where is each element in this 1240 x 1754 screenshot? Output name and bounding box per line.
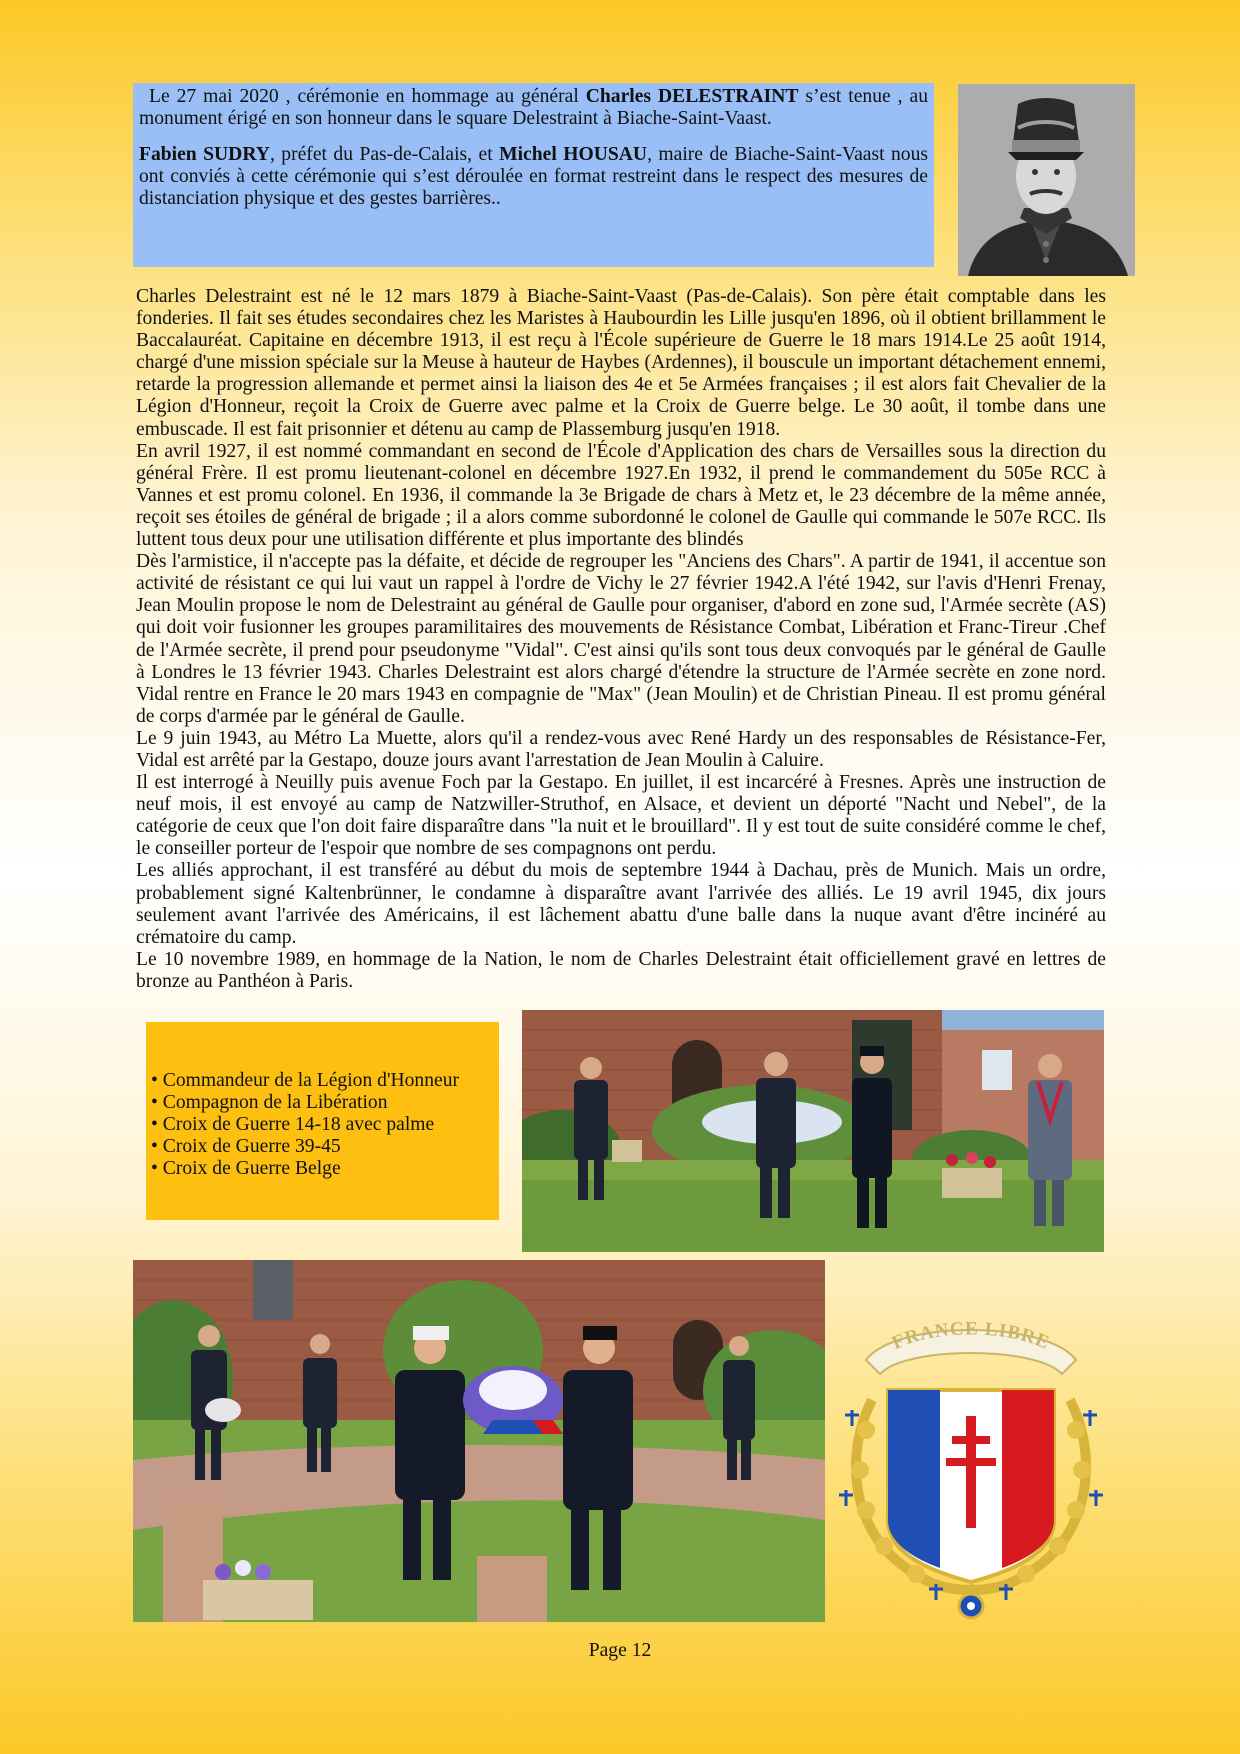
ceremony-photo-wreath: [133, 1260, 825, 1622]
intro-text: , maire de Biache-Saint-Vaast nous ont conviés à cette cérémonie qui s’est déroulée en format restreint dans le respect des mesures de distanciation physique et des gestes barrières..: [139, 144, 928, 209]
page-number: Page 12: [588, 1640, 652, 1661]
intro-paragraph-2: [139, 144, 928, 210]
decoration-item: • Croix de Guerre 14-18 avec palme: [151, 1114, 499, 1136]
bio-paragraph: En avril 1927, il est nommé commandant en second de l'École d'Application des chars de Versailles sous la direction du général Frère. Il est promu lieutenant-colonel en décembre 1927.En 1932, il prend le commandement du 505e RCC à Vannes et est promu colonel. En 1936, il commande la 3e Brigade de chars à Metz et, le 23 décembre de la même année, reçoit ses étoiles de général de brigade ; il a alors comme subordonné le colonel de Gaulle qui commande le 507e RCC. Ils luttent tous deux pour une utilisation différente et plus importante des blindés: [136, 440, 1106, 551]
prefect-name: Fabien SUDRY: [139, 144, 270, 165]
intro-paragraph-1: [139, 86, 928, 130]
biography-text: [136, 286, 1106, 993]
bio-paragraph: Les alliés approchant, il est transféré au début du mois de septembre 1944 à Dachau, près de Munich. Mais un ordre, probablement signé Kaltenbrünner, le condamne à disparaître avant l'arrivée des alliés. Le 19 avril 1945, dix jours seulement avant l'arrivée des Américains, il est lâchement abattu d'une balle dans la nuque avant d'être incinéré au crématoire du camp.: [136, 860, 1106, 948]
france-libre-emblem: [836, 1290, 1106, 1620]
ceremony-photo-officials: [522, 1010, 1104, 1252]
bio-paragraph: Dès l'armistice, il n'accepte pas la défaite, et décide de regrouper les "Anciens des Chars". A partir de 1941, il accentue son activité de résistant ce qui lui vaut un rappel à l'ordre de Vichy le 27 février 1942.A l'été 1942, sur l'avis d'Henri Frenay, Jean Moulin propose le nom de Delestraint au général de Gaulle pour organiser, d'abord en zone sud, l'Armée secrète (AS) qui doit voir fusionner les groupes paramilitaires des mouvements de Résistance Combat, Libération et Franc-Tireur .Chef de l'Armée secrète, il prend pour pseudonyme "Vidal". C'est ainsi qu'ils sont tous deux convoqués par le général de Gaulle à Londres le 13 février 1943. Charles Delestraint est alors chargé d'étendre la structure de l'Armée secrète en zone nord. Vidal rentre en France le 20 mars 1943 en compagnie de "Max" (Jean Moulin) et de Christian Pineau. Il est promu général de corps d'armée par le général de Gaulle.: [136, 551, 1106, 727]
decorations-list: [151, 1070, 499, 1180]
intro-box: [133, 83, 934, 267]
bio-paragraph: Charles Delestraint est né le 12 mars 1879 à Biache-Saint-Vaast (Pas-de-Calais). Son père était comptable dans les fonderies. Il fait ses études secondaires chez les Maristes à Haubourdin les Lille jusqu'en 1896, où il obtient brillamment le Baccalauréat. Capitaine en décembre 1913, il est reçu à l'École supérieure de Guerre le 18 mars 1914.Le 25 août 1914, chargé d'une mission spéciale sur la Meuse à hauteur de Haybes (Ardennes), il bouscule un important détachement ennemi, retarde la progression allemande et permet ainsi la liaison des 4e et 5e Armées françaises ; il est alors fait Chevalier de la Légion d'Honneur, reçoit la Croix de Guerre avec palme et la Croix de Guerre belge. Le 30 août, il tombe dans une embuscade. Il est fait prisonnier et détenu au camp de Plassemburg jusqu'en 1918.: [136, 286, 1106, 440]
intro-text: Le 27 mai 2020 , cérémonie en hommage au général: [149, 86, 586, 107]
bio-paragraph: Le 9 juin 1943, au Métro La Muette, alors qu'il a rendez-vous avec René Hardy un des responsables de Résistance-Fer, Vidal est arrêté par la Gestapo, douze jours avant l'arrestation de Jean Moulin à Caluire.: [136, 727, 1106, 771]
decorations-box: [146, 1022, 499, 1220]
intro-text: , préfet du Pas-de-Calais, et: [269, 144, 500, 165]
decoration-item: • Commandeur de la Légion d'Honneur: [151, 1070, 499, 1092]
intro-text: s’est tenue , au monument érigé en son honneur dans le square Delestraint à Biache-Saint-Vaast.: [139, 86, 928, 129]
decoration-item: • Compagnon de la Libération: [151, 1092, 499, 1114]
bio-paragraph: Il est interrogé à Neuilly puis avenue Foch par la Gestapo. En juillet, il est incarcéré à Fresnes. Après une instruction de neuf mois, il est envoyé au camp de Natzwiller-Struthof, en Alsace, et devient un déporté "Nacht und Nebel", de la catégorie de ceux que l'on doit faire disparaître dans "la nuit et le brouillard". Il y est tout de suite considéré comme le chef, le conseiller porteur de l'espoir que nombre de ses compagnons ont perdu.: [136, 772, 1106, 860]
intro-name: Charles DELESTRAINT: [585, 86, 799, 107]
decoration-item: • Croix de Guerre Belge: [151, 1158, 499, 1180]
portrait-photo: [958, 84, 1135, 276]
mayor-name: Michel HOUSAU: [499, 144, 648, 165]
bio-paragraph: Le 10 novembre 1989, en hommage de la Nation, le nom de Charles Delestraint était officiellement gravé en lettres de bronze au Panthéon à Paris.: [136, 948, 1106, 992]
decoration-item: • Croix de Guerre 39-45: [151, 1136, 499, 1158]
emblem-banner-text: FRANCE LIBRE: [888, 1318, 1053, 1354]
